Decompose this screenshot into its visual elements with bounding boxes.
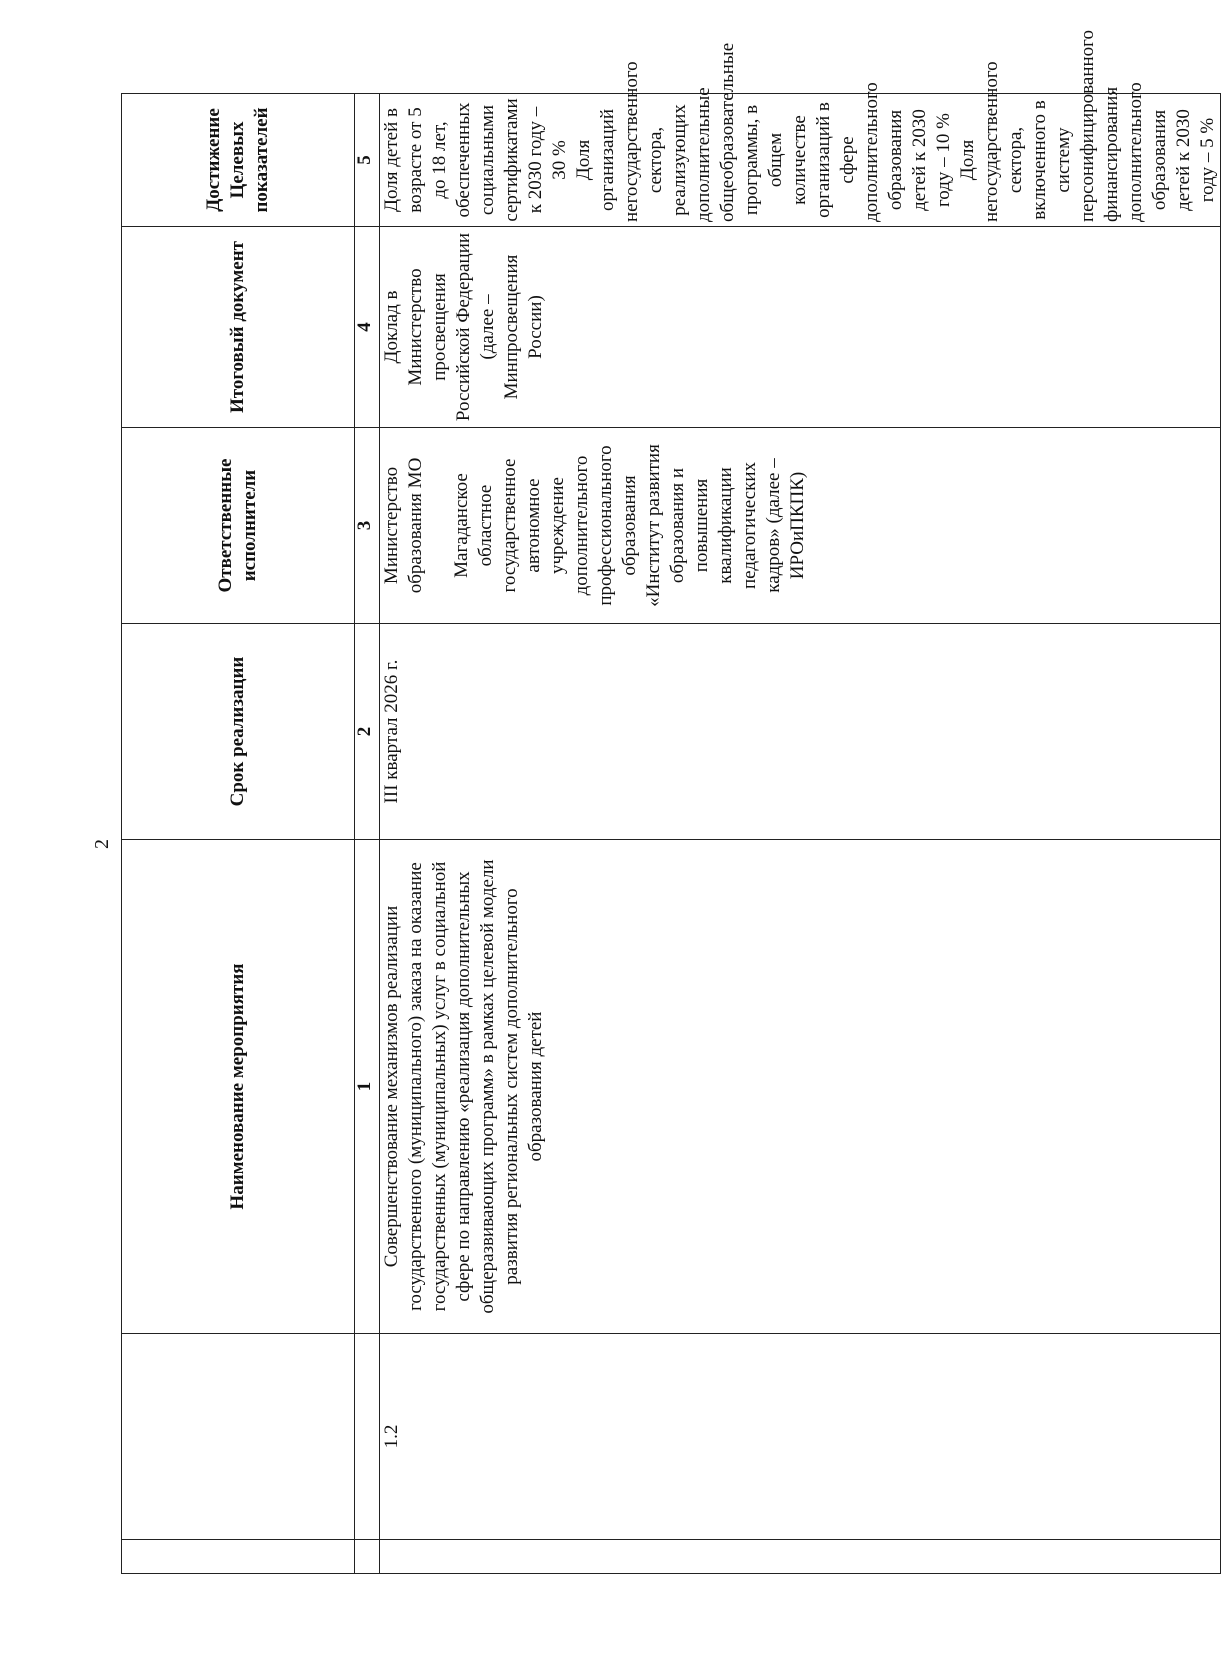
col-num-5: 5 [355,94,380,227]
col-num-empty [355,1334,380,1540]
column-number-row [355,94,380,1574]
row-term: III квартал 2026 г. [380,624,1221,840]
col-num-4: 4 [355,227,380,428]
row-measure-name: Совершенствование механизмов реализации государственного (муниципального) заказа на оказание государственных (муниципальных) услуг в социальной сфере по направлению «реализация дополнительных общеразвивающих программ» в рамках целевой модели развития региональных систем дополнительного образования детей [380,840,1221,1334]
row-executors [380,428,1221,624]
table-header-row [122,94,355,1574]
header-measure-name: Наименование мероприятия [122,840,355,1334]
rotated-table-container [121,30,1218,1574]
header-indicators: Достижение Целевых показателей [122,94,355,227]
executor-institute: Магаданское областное государственное автономное учреждение дополнительного профессионального образования «Институт развития образования и повышения квалификации педагогических кадров» (далее – ИРОиПКПК) [451,444,808,607]
executor-ministry: Министерство образования МО [381,457,426,594]
row-indicators [380,30,1221,227]
col-num-2: 2 [355,624,380,840]
indicator-certificates: Доля детей в возрасте от 5 до 18 лет, обеспеченных социальными сертификатами к 2030 году – 30 % [381,98,570,222]
row-document: Доклад в Министерство просвещения Российской Федерации (далее – Минпросвещения России) [380,227,1221,428]
col-num-spacer [355,1540,380,1574]
row-number: 1.2 [380,1334,1221,1540]
header-document: Итоговый документ [122,227,355,428]
col-num-3: 3 [355,428,380,624]
header-executors: Ответственные исполнители [122,428,355,624]
indicator-nongov-orgs: Доля организаций негосударственного сектора, реализующих дополнительные общеобразовательные программы, в общем количестве организаций в сфере дополнительного образования детей к 2030 году – 10 % [573,42,954,222]
header-term: Срок реализации [122,624,355,840]
indicator-personified-funding: Доля негосударственного сектора, включенного в систему персонифицированного финансирования дополнительного образования детей к 2030 году – 5 % [957,30,1218,222]
page-number: 2 [91,839,113,849]
measures-table [121,30,1221,1574]
row-spacer [380,1540,1221,1574]
header-spacer [122,1540,355,1574]
table-row [380,94,1221,1574]
col-num-1: 1 [355,840,380,1334]
header-num [122,1334,355,1540]
